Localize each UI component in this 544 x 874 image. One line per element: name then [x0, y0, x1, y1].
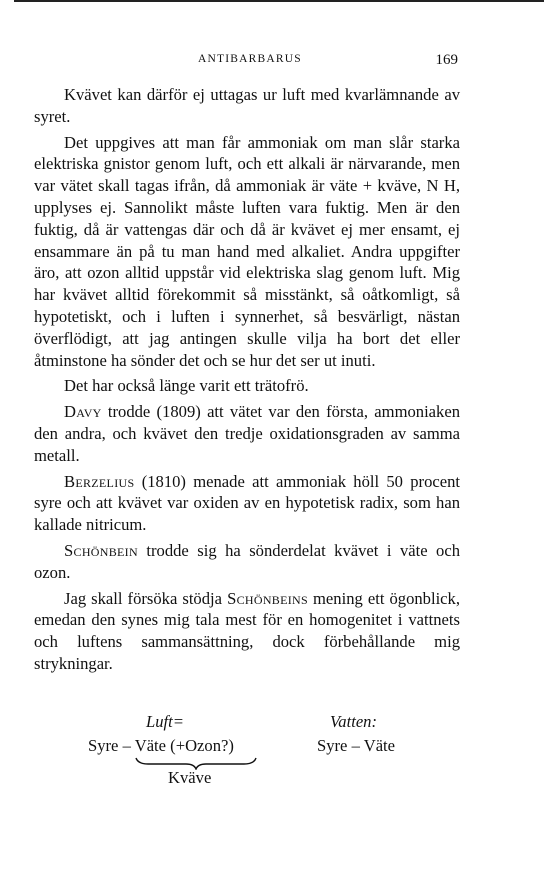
running-head-title: ANTIBARBARUS — [198, 53, 302, 65]
paragraph-text: mening ett ögonblick, emedan den synes mig tala mest för en homogenitet i vattnets och luftens sammansättning, dock förbehållande mig strykningar. — [34, 588, 460, 673]
paragraph — [34, 401, 460, 466]
author-name: Schönbein — [64, 540, 138, 560]
top-edge-rule — [14, 0, 544, 2]
paragraph-text: Det har också länge varit ett trätofrö. — [64, 376, 309, 396]
author-name: Schönbeins — [227, 588, 308, 608]
formula-block — [34, 712, 460, 802]
paragraph — [34, 588, 460, 675]
formula-luft-title: Luft= — [146, 712, 184, 731]
paragraph — [34, 540, 460, 584]
paragraph — [34, 471, 460, 536]
author-name: Davy — [64, 402, 102, 422]
paragraph-text: trodde (1809) att vätet var den första, ammoniaken den andra, och kvävet den tredje oxidationsgraden av samma metall. — [34, 402, 460, 465]
paragraph-text: (1810) menade att ammoniak höll 50 procent syre och att kvävet var oxiden av en hypotetisk radix, som han kallade nitricum. — [34, 471, 460, 535]
paragraph — [34, 84, 460, 128]
paragraph-text: Det uppgives att man får ammoniak om man slår starka elektriska gnistor genom luft, och ett alkali är närvarande, men var vätet skall tagas ifrån, då ammoniak är väte + kväve, N H, upplyses ej. Sannolikt måste luften vara fuktig. Men är den fuktig, då är vattengas där och då är kvävet ej mer ensamt, ej ensammare än på tu man hand med alkaliet. Andra uppgifter äro, att ozon alltid uppstår vid elektriska slag genom luft. Mig har kvävet alltid förekommit så misstänkt, så oåtkomligt, så hypotetiskt, och i luften i synnerhet, så besvärligt, nästan överflödigt, att jag antingen skulle vilja ha bort det eller åtminstone ha sönder det och se hur det ser ut inuti. — [34, 132, 460, 370]
paragraph — [34, 375, 460, 397]
running-head — [62, 52, 460, 72]
page-number: 169 — [435, 52, 458, 68]
author-name: Berzelius — [64, 471, 135, 491]
formula-vatten-title: Vatten: — [330, 712, 378, 731]
formula-under-brace-label: Kväve — [168, 768, 212, 787]
paragraph-text: Kvävet kan därför ej uttagas ur luft med kvarlämnande av syret. — [34, 85, 460, 126]
formula-luft-composition: Syre – Väte (+Ozon?) — [88, 736, 234, 755]
body-text — [34, 84, 460, 679]
paragraph-text: trodde sig ha sönderdelat kvävet i väte och ozon. — [34, 540, 460, 582]
formula-vatten-composition: Syre – Väte — [317, 736, 396, 755]
paragraph — [34, 132, 460, 372]
paragraph-text: Jag skall försöka stödja — [64, 588, 228, 608]
